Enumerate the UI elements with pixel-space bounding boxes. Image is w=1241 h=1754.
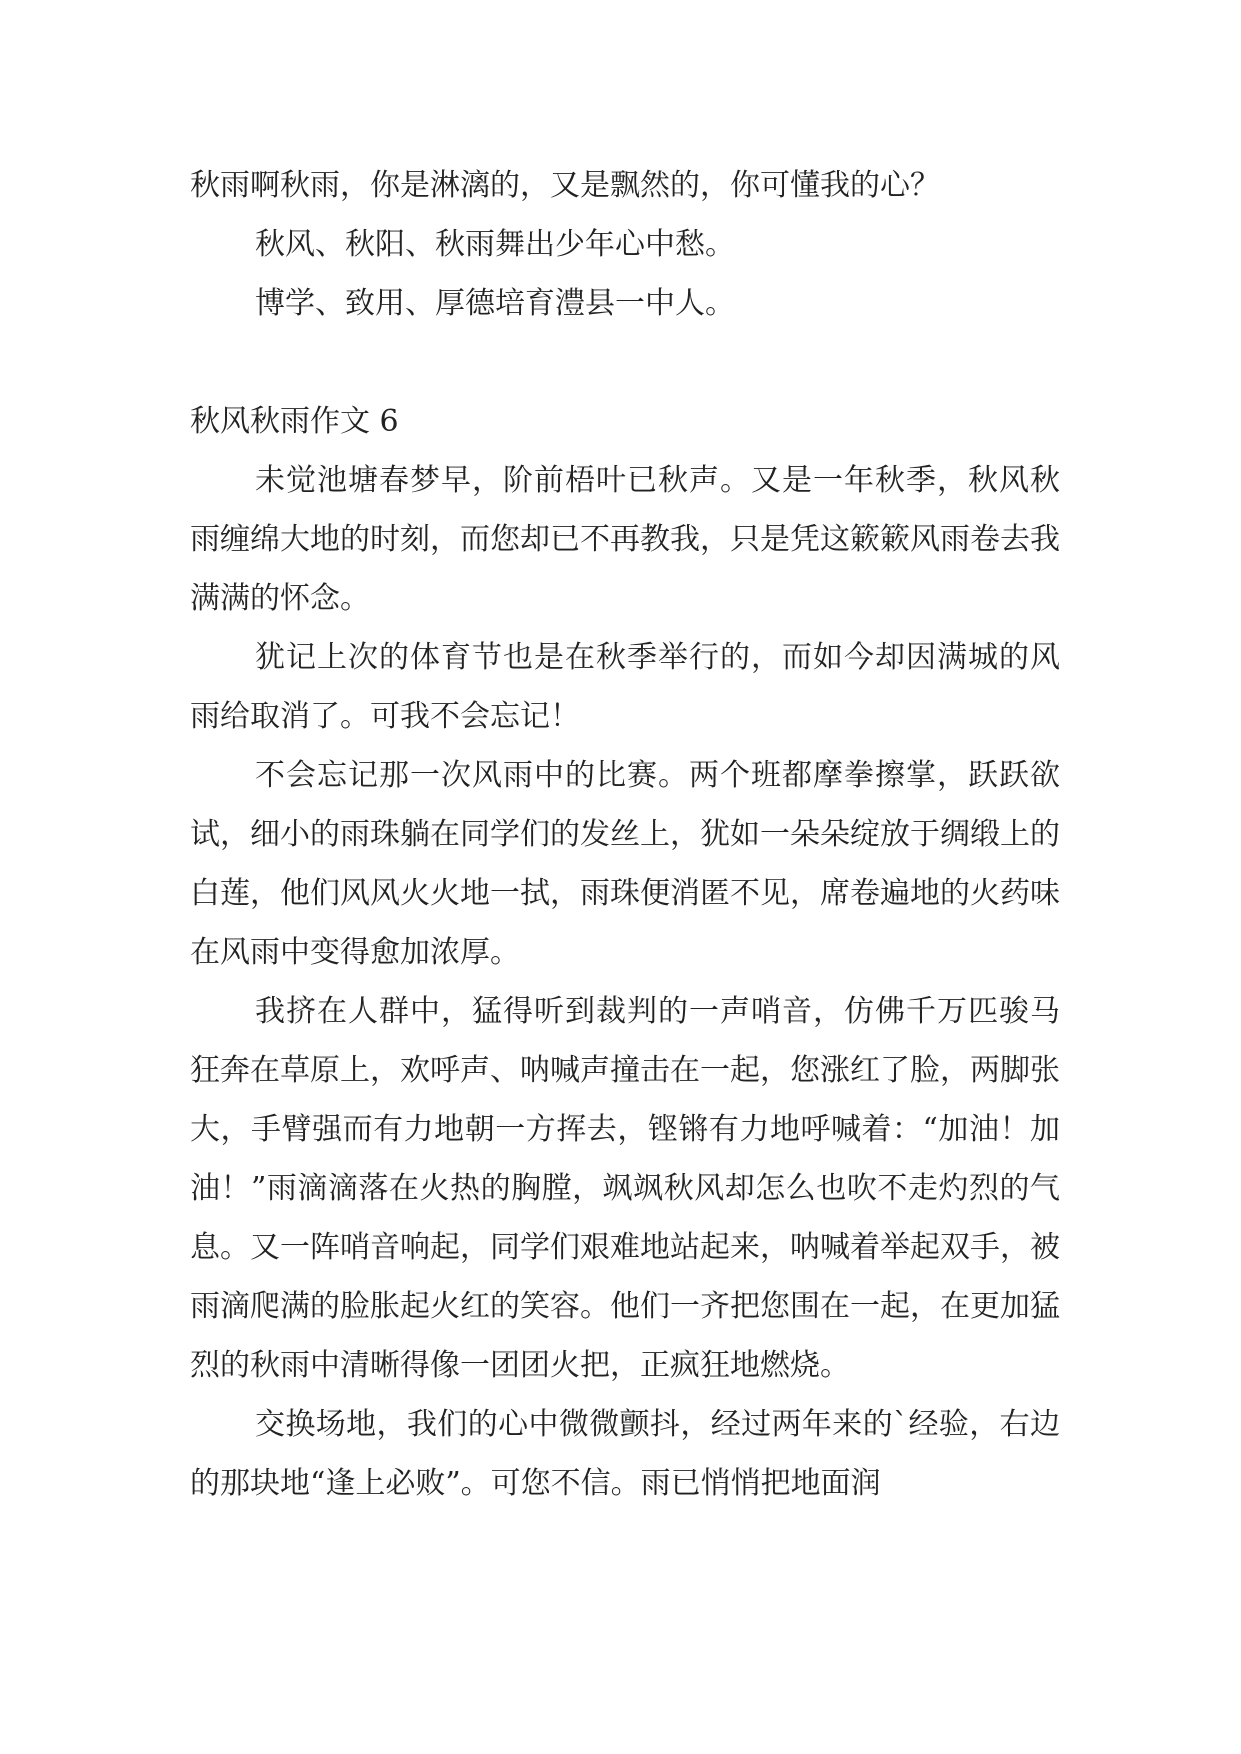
section-title: 秋风秋雨作文 6 <box>190 404 399 439</box>
paragraph: 我挤在人群中，猛得听到裁判的一声哨音，仿佛千万匹骏马狂奔在草原上，欢呼声、呐喊声撞击在一起，您涨红了脸，两脚张大，手臂强而有力地朝一方挥去，铿锵有力地呼喊着：“加油！加油！”雨滴滴落在火热的胸膛，飒飒秋风却怎么也吹不走灼烈的气息。又一阵哨音响起，同学们艰难地站起来，呐喊着举起双手，被雨滴爬满的脸胀起火红的笑容。他们一齐把您围在一起，在更加猛烈的秋雨中清晰得像一团团火把，正疯狂地燃烧。 <box>190 994 1060 1383</box>
paragraph: 不会忘记那一次风雨中的比赛。两个班都摩拳擦掌，跃跃欲试，细小的雨珠躺在同学们的发丝上，犹如一朵朵绽放于绸缎上的白莲，他们风风火火地一拭，雨珠便消匿不见，席卷遍地的火药味在风雨中变得愈加浓厚。 <box>190 758 1060 970</box>
intro-line: 博学、致用、厚德培育澧县一中人。 <box>255 286 735 321</box>
paragraph: 未觉池塘春梦早，阶前梧叶已秋声。又是一年秋季，秋风秋雨缠绵大地的时刻，而您却已不再教我，只是凭这簌簌风雨卷去我满满的怀念。 <box>190 463 1060 616</box>
section-gap <box>190 333 1060 392</box>
intro-line: 秋雨啊秋雨，你是淋漓的，又是飘然的，你可懂我的心？ <box>190 168 940 203</box>
document-page <box>190 156 1060 1513</box>
paragraph: 犹记上次的体育节也是在秋季举行的，而如今却因满城的风雨给取消了。可我不会忘记！ <box>190 640 1060 734</box>
paragraph: 交换场地，我们的心中微微颤抖，经过两年来的`经验，右边的那块地“逢上必败”。可您不信。雨已悄悄把地面润 <box>190 1407 1060 1501</box>
intro-line: 秋风、秋阳、秋雨舞出少年心中愁。 <box>255 227 735 262</box>
